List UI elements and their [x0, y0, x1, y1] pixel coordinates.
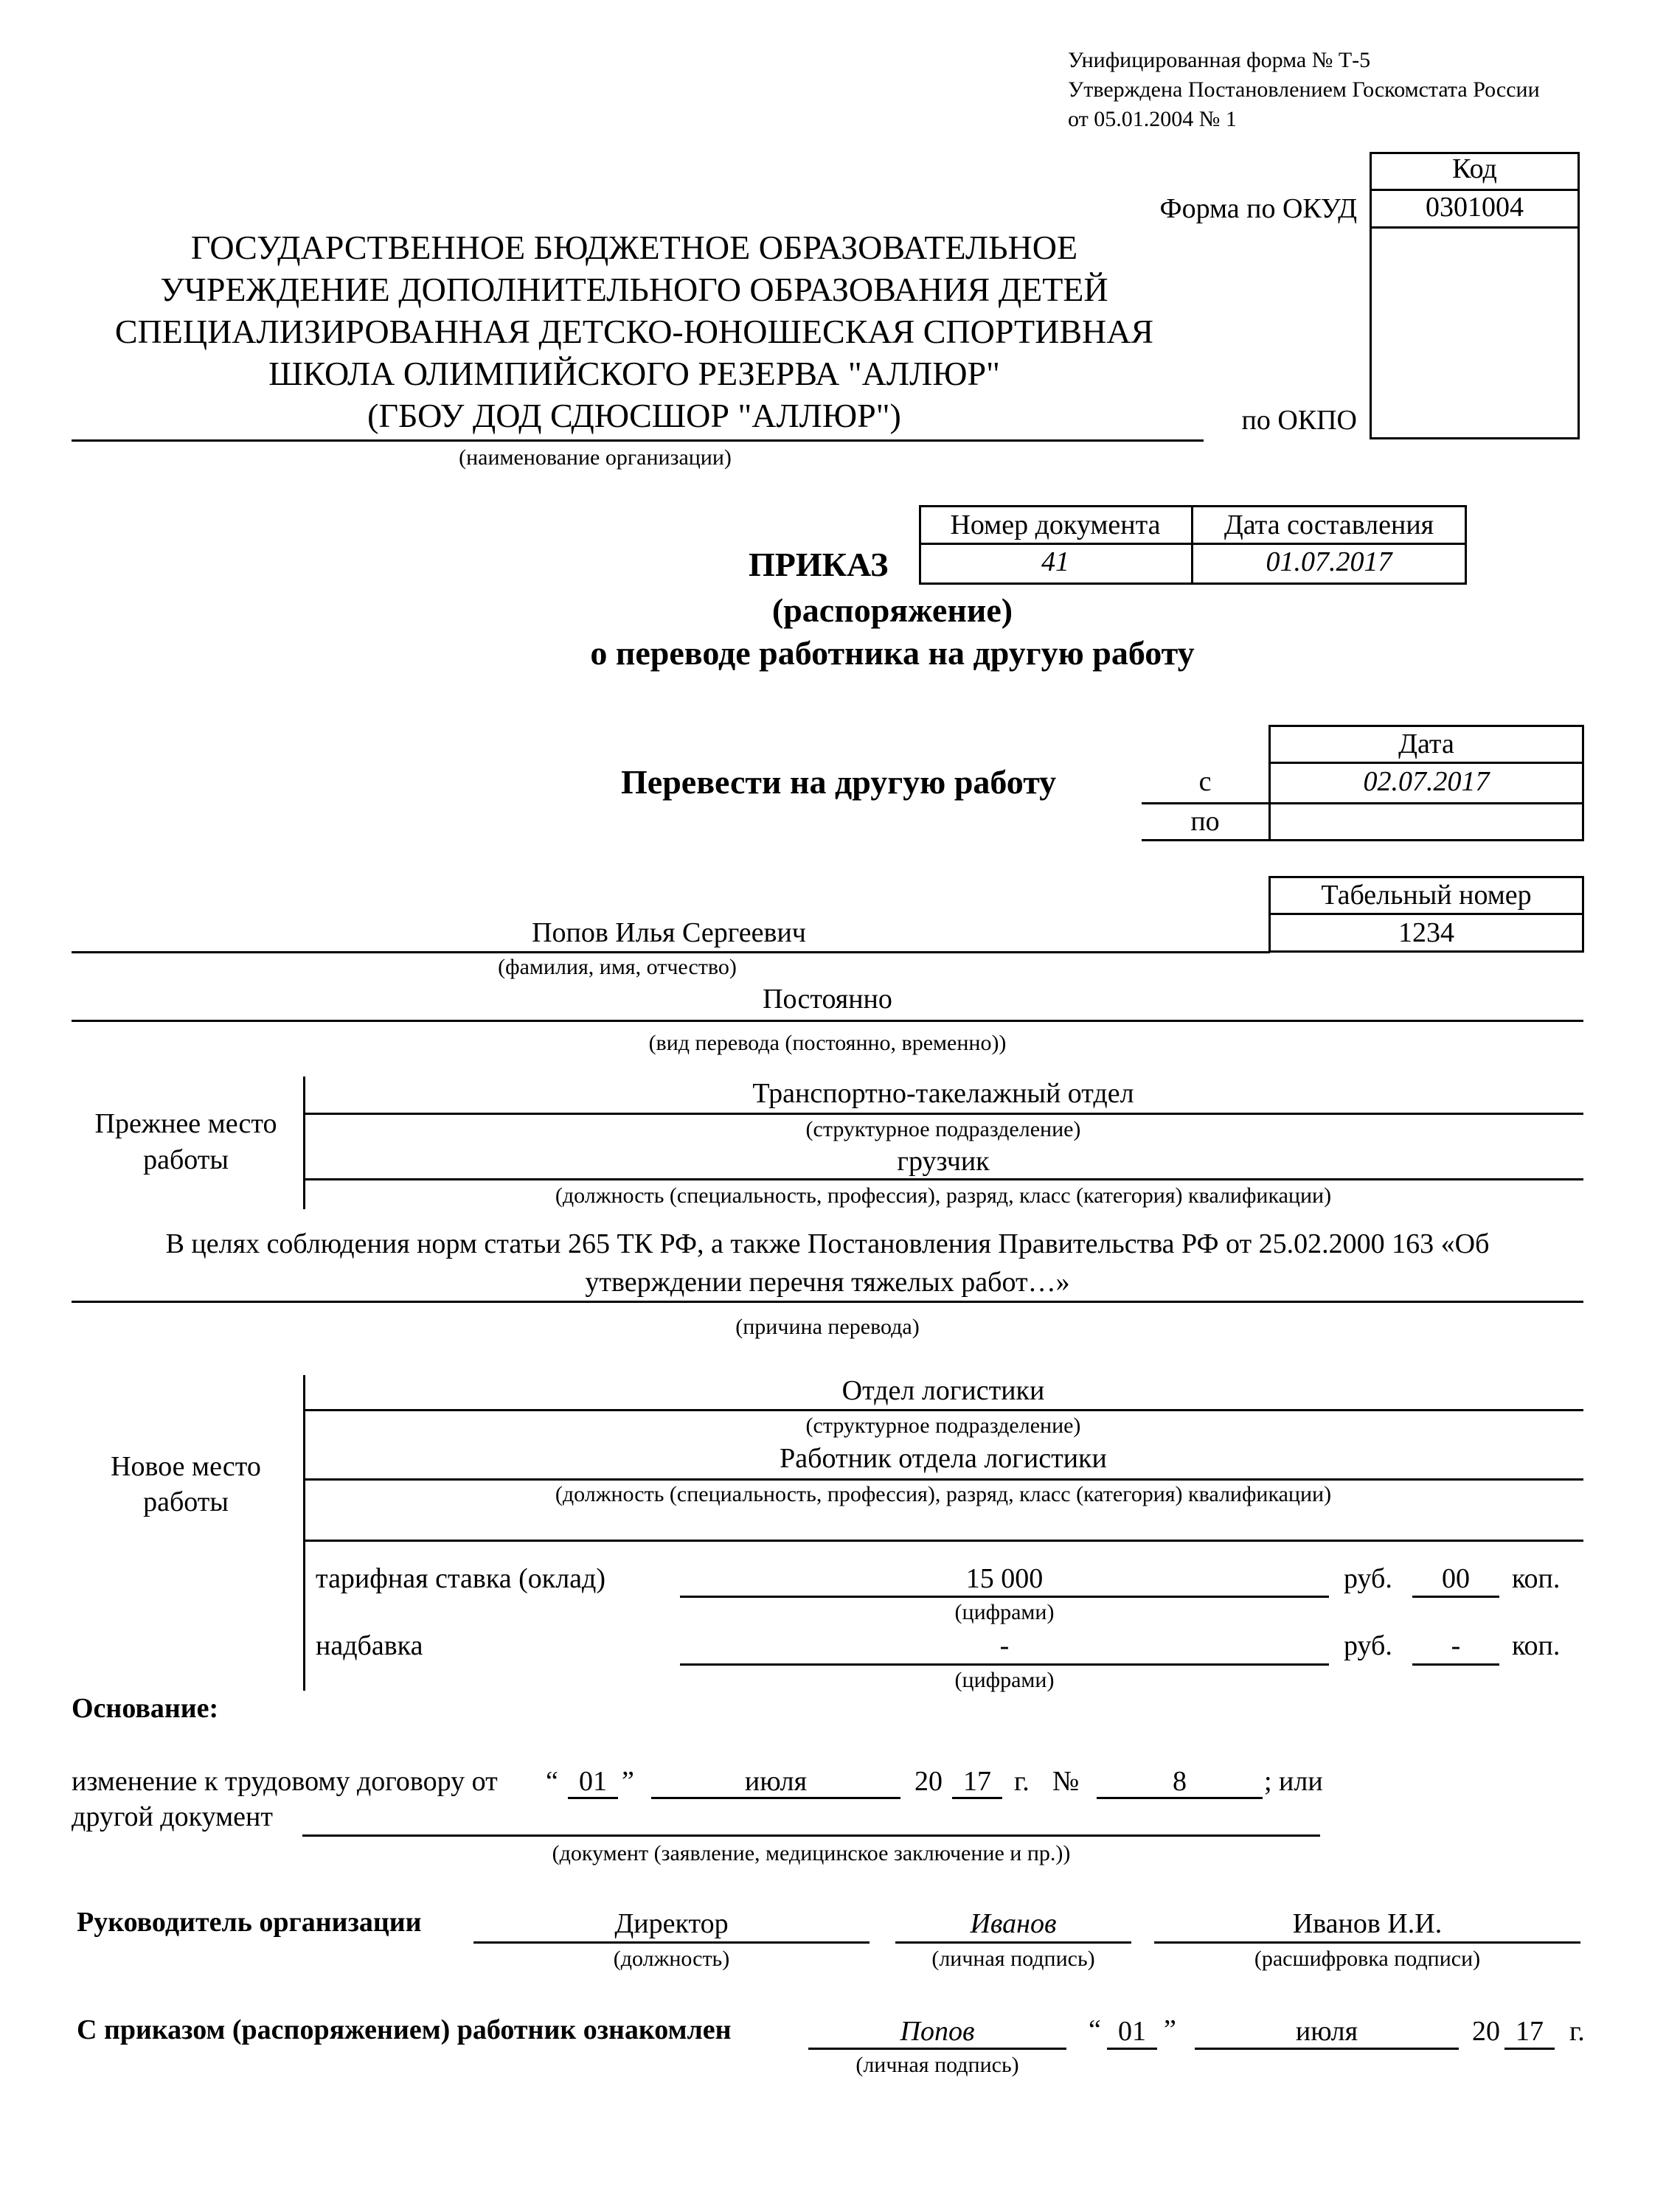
- rate-rub: 15 000: [965, 1563, 1044, 1594]
- head-name-caption: (расшифровка подписи): [1254, 1947, 1481, 1971]
- rate-kop-label: коп.: [1512, 1563, 1561, 1594]
- new-position-caption: (должность (специальность, профессия), разряд, класс (категория) квалификации): [555, 1482, 1332, 1506]
- transfer-from-date: 02.07.2017: [1363, 766, 1490, 797]
- document-date: 01.07.2017: [1266, 546, 1392, 577]
- previous-position: грузчик: [897, 1146, 990, 1177]
- head-label: Руководитель организации: [77, 1907, 422, 1938]
- document-subject: о переводе работника на другую работу: [590, 634, 1195, 672]
- employee-name-caption: (фамилия, имя, отчество): [498, 955, 737, 979]
- form-line-3: от 05.01.2004 № 1: [1068, 107, 1237, 131]
- head-position-caption: (должность): [613, 1947, 730, 1971]
- employee-name: Попов Илья Сергеевич: [532, 917, 806, 948]
- previous-position-caption: (должность (специальность, профессия), разряд, класс (категория) квалификации): [555, 1183, 1332, 1208]
- reason-line-1: В целях соблюдения норм статьи 265 ТК РФ, а также Постановления Правительства РФ от 25.02.2000 163 «Об: [165, 1228, 1490, 1259]
- basis-month: июля: [744, 1766, 808, 1797]
- bonus-caption: (цифрами): [954, 1668, 1055, 1692]
- basis-heading: Основание:: [72, 1693, 219, 1724]
- transfer-to-label: по: [1190, 806, 1220, 837]
- rate-rub-label: руб.: [1344, 1563, 1392, 1594]
- head-signature: Иванов: [970, 1908, 1057, 1939]
- head-position: Директор: [614, 1908, 729, 1939]
- basis-number: 8: [1173, 1766, 1187, 1797]
- org-name-line-2: УЧРЕЖДЕНИЕ ДОПОЛНИТЕЛЬНОГО ОБРАЗОВАНИЯ ДЕТЕЙ: [160, 271, 1108, 308]
- other-document-label: другой документ: [72, 1801, 273, 1832]
- okud-label: Форма по ОКУД: [1159, 193, 1357, 224]
- okud-value: 0301004: [1426, 192, 1524, 223]
- basis-quote-close: ”: [622, 1766, 634, 1797]
- acknowledgement-quote-close: ”: [1164, 2014, 1176, 2045]
- acknowledgement-month: июля: [1295, 2016, 1358, 2047]
- acknowledgement-day: 01: [1118, 2016, 1146, 2047]
- bonus-rub-label: руб.: [1344, 1630, 1392, 1661]
- new-job-label-2: работы: [143, 1486, 229, 1517]
- org-name-line-5: (ГБОУ ДОД СДЮСШОР "АЛЛЮР"): [367, 397, 901, 434]
- previous-job-label-1: Прежнее место: [94, 1108, 277, 1139]
- reason-caption: (причина перевода): [735, 1315, 920, 1339]
- head-signature-caption: (личная подпись): [931, 1947, 1095, 1971]
- reason-line-2: утверждении перечня тяжелых работ…»: [585, 1267, 1070, 1298]
- basis-contract-text: изменение к трудовому договору от: [72, 1766, 498, 1797]
- tab-number: 1234: [1398, 917, 1454, 948]
- transfer-type: Постоянно: [763, 984, 892, 1015]
- basis-year-suffix: г.: [1014, 1766, 1030, 1797]
- acknowledgement-year-prefix: 20: [1472, 2016, 1500, 2047]
- document-number: 41: [1041, 546, 1069, 577]
- document-date-header: Дата составления: [1224, 509, 1434, 540]
- new-position: Работник отдела логистики: [780, 1443, 1107, 1474]
- rate-label: тарифная ставка (оклад): [316, 1563, 606, 1594]
- bonus-rub: -: [999, 1630, 1010, 1661]
- acknowledgement-year-suffix: г.: [1569, 2016, 1585, 2047]
- org-name-line-1: ГОСУДАРСТВЕННОЕ БЮДЖЕТНОЕ ОБРАЗОВАТЕЛЬНОЕ: [190, 229, 1078, 266]
- org-name-line-4: ШКОЛА ОЛИМПИЙСКОГО РЕЗЕРВА "АЛЛЮР": [268, 355, 1000, 392]
- other-document-caption: (документ (заявление, медицинское заключение и пр.)): [552, 1841, 1071, 1865]
- basis-quote-open: “: [546, 1766, 558, 1797]
- new-job-label-1: Новое место: [111, 1451, 261, 1482]
- acknowledgement-quote-open: “: [1089, 2014, 1101, 2045]
- previous-department: Транспортно-такелажный отдел: [752, 1078, 1134, 1109]
- document-title: ПРИКАЗ: [749, 546, 889, 583]
- rate-kop: 00: [1442, 1563, 1470, 1594]
- tab-number-header: Табельный номер: [1321, 880, 1532, 911]
- basis-day: 01: [579, 1766, 607, 1797]
- new-department: Отдел логистики: [841, 1375, 1045, 1406]
- transfer-date-header: Дата: [1398, 728, 1454, 759]
- acknowledgement-year: 17: [1516, 2016, 1544, 2047]
- basis-year: 17: [963, 1766, 991, 1797]
- bonus-kop: -: [1451, 1630, 1461, 1661]
- new-department-caption: (структурное подразделение): [805, 1413, 1081, 1438]
- bonus-label: надбавка: [316, 1630, 423, 1661]
- acknowledgement-signature-caption: (личная подпись): [855, 2053, 1019, 2077]
- basis-number-sign: №: [1052, 1766, 1080, 1797]
- form-line-1: Унифицированная форма № Т-5: [1068, 48, 1371, 72]
- basis-or: ; или: [1264, 1766, 1323, 1797]
- form-line-2: Утверждена Постановлением Госкомстата России: [1068, 77, 1540, 102]
- document-number-header: Номер документа: [950, 509, 1161, 540]
- acknowledgement-label: С приказом (распоряжением) работник ознакомлен: [77, 2014, 732, 2045]
- previous-department-caption: (структурное подразделение): [805, 1117, 1081, 1141]
- previous-job-label-2: работы: [143, 1144, 229, 1175]
- transfer-from-label: с: [1198, 766, 1212, 797]
- head-name: Иванов И.И.: [1292, 1908, 1443, 1939]
- basis-year-prefix: 20: [914, 1766, 943, 1797]
- document-subtitle: (распоряжение): [771, 591, 1013, 629]
- code-header: Код: [1452, 153, 1497, 184]
- transfer-type-caption: (вид перевода (постоянно, временно)): [648, 1031, 1007, 1055]
- org-name-caption: (наименование организации): [459, 445, 732, 470]
- rate-caption: (цифрами): [954, 1600, 1055, 1624]
- org-name-line-3: СПЕЦИАЛИЗИРОВАННАЯ ДЕТСКО-ЮНОШЕСКАЯ СПОРТИВНАЯ: [114, 313, 1154, 350]
- bonus-kop-label: коп.: [1512, 1630, 1561, 1661]
- okpo-label: по ОКПО: [1241, 405, 1357, 436]
- transfer-heading: Перевести на другую работу: [621, 763, 1057, 801]
- acknowledgement-signature: Попов: [900, 2016, 975, 2047]
